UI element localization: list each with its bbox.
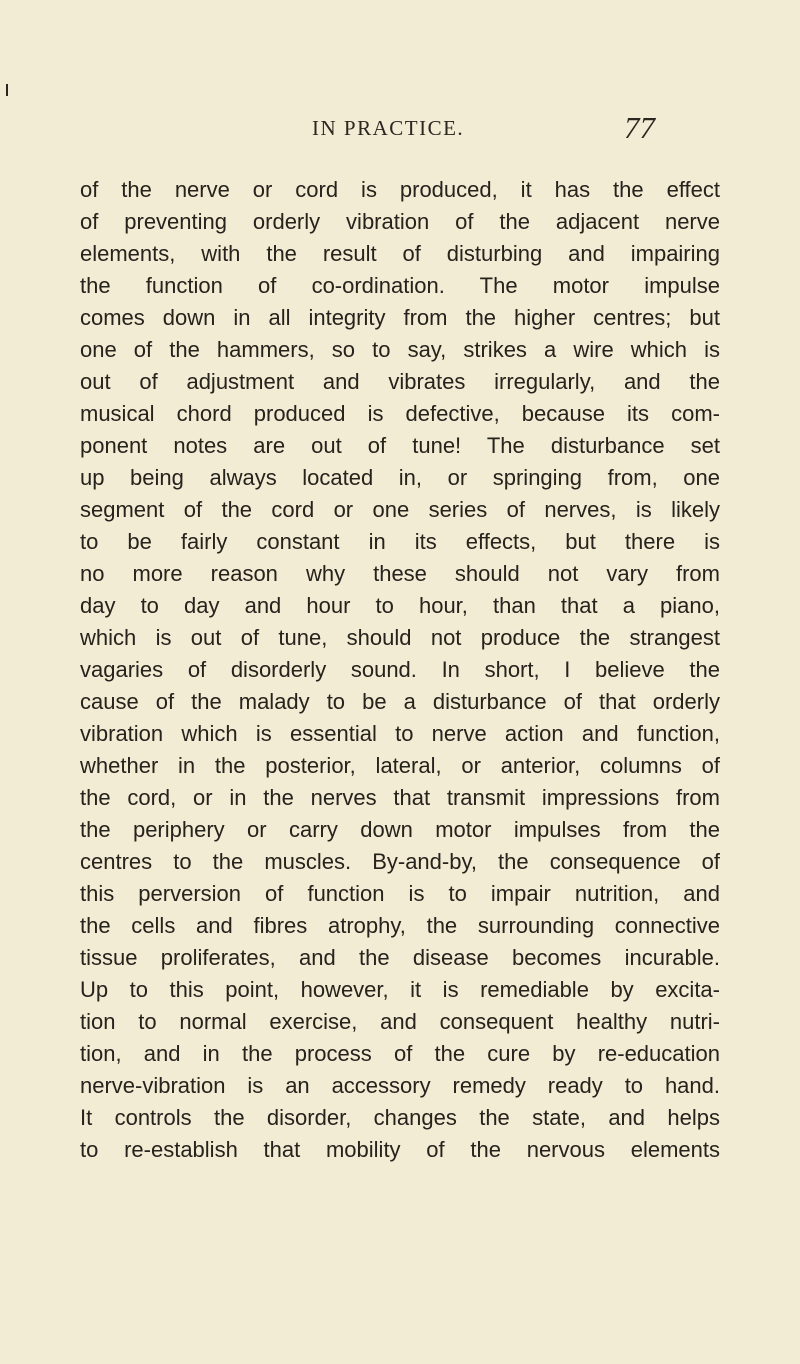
text-line: nerve-vibration is an accessory remedy ready to hand.	[80, 1073, 720, 1098]
body-text	[80, 174, 720, 1166]
text-line: out of adjustment and vibrates irregularly, and the	[80, 369, 720, 394]
running-head: IN PRACTICE.	[312, 116, 465, 140]
page-header	[80, 110, 720, 148]
text-line: the periphery or carry down motor impulses from the	[80, 817, 720, 842]
text-line: the function of co-ordination. The motor impulse	[80, 273, 720, 298]
text-line: this perversion of function is to impair nutrition, and	[80, 881, 720, 906]
text-line: whether in the posterior, lateral, or anterior, columns of	[80, 753, 720, 778]
text-line: vagaries of disorderly sound. In short, I believe the	[80, 657, 720, 682]
text-line: up being always located in, or springing from, one	[80, 465, 720, 490]
page-number: 77	[624, 110, 655, 145]
text-line: elements, with the result of disturbing and impairing	[80, 241, 720, 266]
text-line: musical chord produced is defective, because its com-	[80, 401, 720, 426]
text-line: comes down in all integrity from the higher centres; but	[80, 305, 720, 330]
text-line: the cord, or in the nerves that transmit impressions from	[80, 785, 720, 810]
text-line: tissue proliferates, and the disease becomes incurable.	[80, 945, 720, 970]
margin-mark	[6, 84, 8, 96]
text-line: ponent notes are out of tune! The disturbance set	[80, 433, 720, 458]
text-line: tion to normal exercise, and consequent healthy nutri-	[80, 1009, 720, 1034]
text-line: to be fairly constant in its effects, but there is	[80, 529, 720, 554]
text-line: the cells and fibres atrophy, the surrounding connective	[80, 913, 720, 938]
text-line: It controls the disorder, changes the state, and helps	[80, 1105, 720, 1130]
text-line: vibration which is essential to nerve action and function,	[80, 721, 720, 746]
text-line: no more reason why these should not vary from	[80, 561, 720, 586]
text-line: centres to the muscles. By-and-by, the consequence of	[80, 849, 720, 874]
text-line: Up to this point, however, it is remediable by excita-	[80, 977, 720, 1002]
text-line: one of the hammers, so to say, strikes a wire which is	[80, 337, 720, 362]
text-line: to re-establish that mobility of the nervous elements	[80, 1137, 720, 1162]
text-line: which is out of tune, should not produce the strangest	[80, 625, 720, 650]
text-line: cause of the malady to be a disturbance of that orderly	[80, 689, 720, 714]
text-line: of the nerve or cord is produced, it has the effect	[80, 177, 720, 202]
text-line: tion, and in the process of the cure by re-education	[80, 1041, 720, 1066]
text-line: of preventing orderly vibration of the adjacent nerve	[80, 209, 720, 234]
text-line: day to day and hour to hour, than that a piano,	[80, 593, 720, 618]
text-line: segment of the cord or one series of nerves, is likely	[80, 497, 720, 522]
